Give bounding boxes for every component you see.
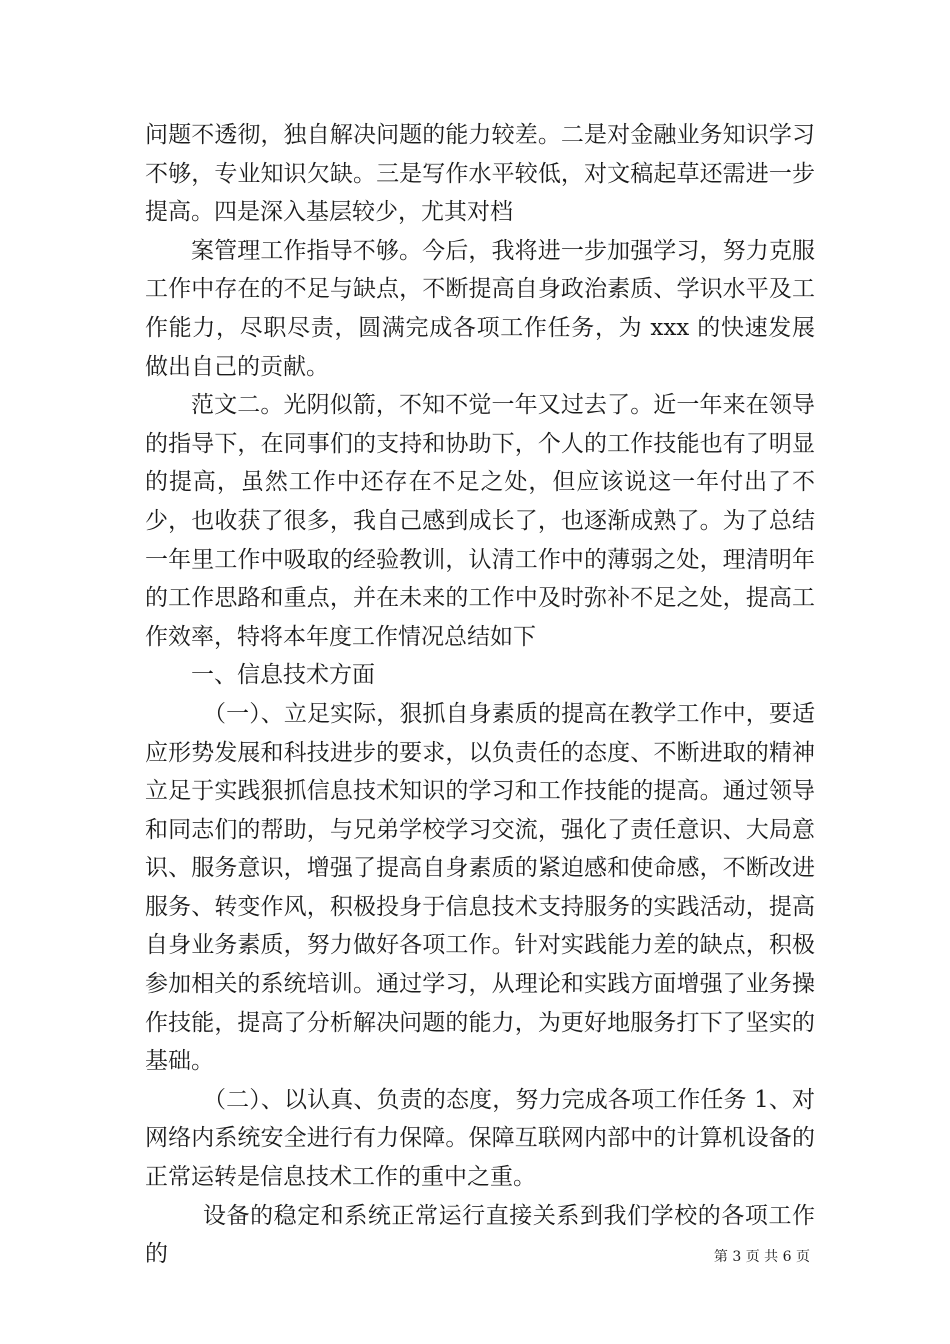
paragraph-closing-remarks: 案管理工作指导不够。今后，我将进一步加强学习，努力克服工作中存在的不足与缺点，不断提高自身政治素质、学识水平及工作能力，尽职尽责，圆满完成各项工作任务，为 xxx 的快速发展做出自己的贡献。 <box>145 237 815 380</box>
paragraph-subsection-one: （一）、立足实际，狠抓自身素质的提高在教学工作中，要适应形势发展和科技进步的要求，以负责任的态度、不断进取的精神立足于实践狠抓信息技术知识的学习和工作技能的提高。通过领导和同志们的帮助，与兄弟学校学习交流，强化了责任意识、大局意识、服务意识，增强了提高自身素质的紧迫感和使命感，不断改进服务、转变作风，积极投身于信息技术支持服务的实践活动，提高自身业务素质，努力做好各项工作。针对实践能力差的缺点，积极参加相关的系统培训。通过学习，从理论和实践方面增强了业务操作技能，提高了分析解决问题的能力，为更好地服务打下了坚实的基础。 <box>145 700 815 1075</box>
paragraph-equipment-stability: 设备的稳定和系统正常运行直接关系到我们学校的各项工作的 <box>145 1202 815 1268</box>
document-body <box>145 116 815 1274</box>
paragraph-continuation: 问题不透彻，独自解决问题的能力较差。二是对金融业务知识学习不够，专业知识欠缺。三是写作水平较低，对文稿起草还需进一步提高。四是深入基层较少，尤其对档 <box>145 122 815 226</box>
paragraph-subsection-two: （二）、以认真、负责的态度，努力完成各项工作任务 1、对网络内系统安全进行有力保障。保障互联网内部中的计算机设备的正常运转是信息技术工作的重中之重。 <box>145 1086 815 1191</box>
page-number: 第 3 页 共 6 页 <box>713 1249 810 1265</box>
section-heading-it: 一、信息技术方面 <box>191 662 375 689</box>
paragraph-sample-two-intro: 范文二。光阴似箭，不知不觉一年又过去了。近一年来在领导的指导下，在同事们的支持和协助下，个人的工作技能也有了明显的提高，虽然工作中还存在不足之处，但应该说这一年付出了不少，也收获了很多，我自己感到成长了，也逐渐成熟了。为了总结一年里工作中吸取的经验教训，认清工作中的薄弱之处，理清明年的工作思路和重点，并在未来的工作中及时弥补不足之处，提高工作效率，特将本年度工作情况总结如下 <box>145 392 815 650</box>
